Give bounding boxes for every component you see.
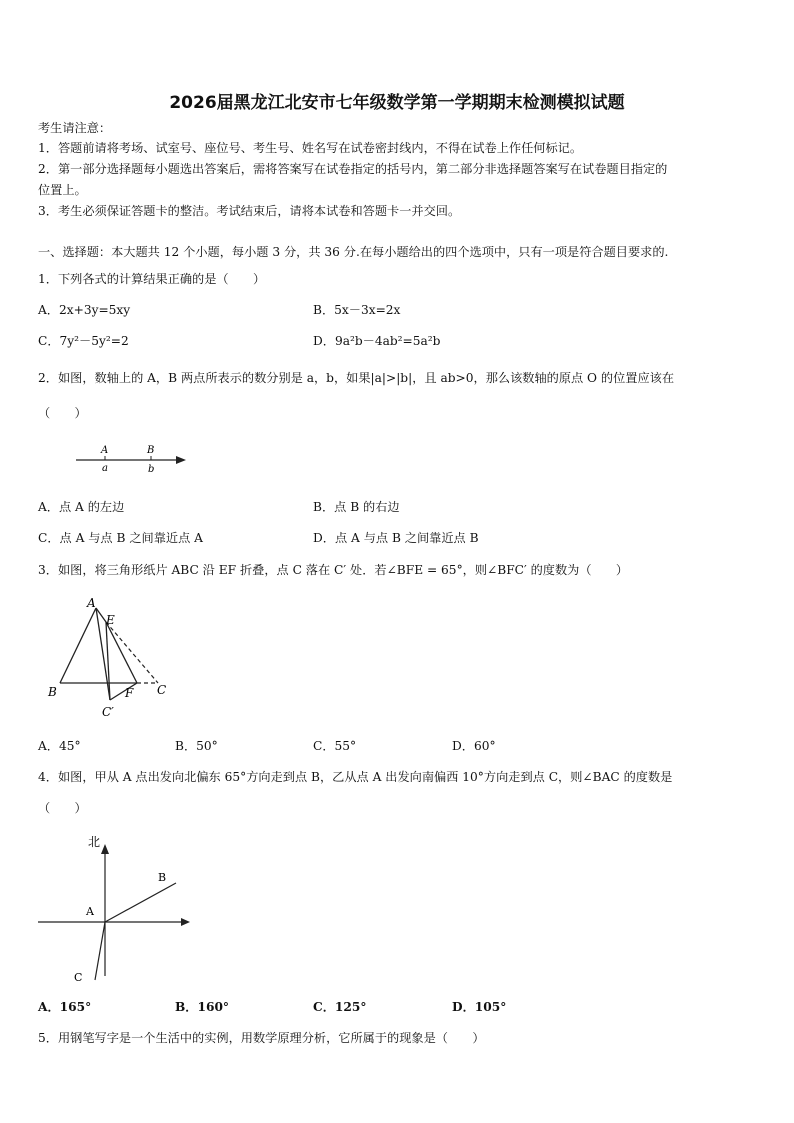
number-line-figure bbox=[70, 438, 190, 478]
point-e-label: E bbox=[106, 613, 115, 627]
value-b-label: b bbox=[148, 464, 155, 475]
q2-stem-cont: （ ） bbox=[38, 406, 87, 420]
vertex-b-label: B bbox=[48, 685, 57, 699]
q3-option-b: B．50° bbox=[175, 739, 218, 753]
q2-stem: 2．如图，数轴上的 A，B 两点所表示的数分别是 a，b，如果|a|>|b|，且 ab>0，那么该数轴的原点 O 的位置应该在 bbox=[38, 371, 675, 385]
q3-option-d: D．60° bbox=[452, 739, 496, 753]
q4-option-a: A．165° bbox=[38, 1000, 92, 1014]
notice-heading: 考生请注意： bbox=[38, 121, 112, 135]
vertex-a-label: A bbox=[87, 596, 96, 610]
notice-item-2-cont: 位置上。 bbox=[38, 183, 87, 197]
q4-option-b: B．160° bbox=[175, 1000, 230, 1014]
q4-option-c: C．125° bbox=[313, 1000, 367, 1014]
q1-option-d: D．9a²b－4ab²=5a²b bbox=[313, 334, 441, 348]
q4-option-d: D．105° bbox=[452, 1000, 507, 1014]
page-title: 2026届黑龙江北安市七年级数学第一学期期末检测模拟试题 bbox=[169, 93, 625, 113]
direction-figure bbox=[34, 826, 194, 986]
q1-stem: 1．下列各式的计算结果正确的是（ ） bbox=[38, 272, 266, 286]
q2-option-c: C．点 A 与点 B 之间靠近点 A bbox=[38, 531, 203, 545]
q5-stem: 5．用钢笔写字是一个生活中的实例，用数学原理分析，它所属于的现象是（ ） bbox=[38, 1031, 485, 1045]
q3-option-a: A．45° bbox=[38, 739, 81, 753]
point-a-label: A bbox=[86, 905, 94, 918]
notice-item-2: 2．第一部分选择题每小题选出答案后，需将答案写在试卷指定的括号内，第二部分非选择题答案写在试卷题目指定的 bbox=[38, 162, 668, 176]
q2-option-d: D．点 A 与点 B 之间靠近点 B bbox=[313, 531, 479, 545]
vertex-c-label: C bbox=[157, 683, 167, 697]
q2-option-a: A．点 A 的左边 bbox=[38, 500, 125, 514]
q4-stem-cont: （ ） bbox=[38, 801, 87, 815]
notice-item-1: 1．答题前请将考场、试室号、座位号、考生号、姓名写在试卷密封线内，不得在试卷上作任何标记。 bbox=[38, 141, 583, 155]
q1-option-c: C．7y²－5y²=2 bbox=[38, 334, 129, 348]
point-c-label: C bbox=[74, 971, 83, 984]
north-label: 北 bbox=[88, 835, 101, 849]
q1-option-a: A．2x+3y=5xy bbox=[38, 303, 131, 317]
point-b-label: B bbox=[147, 445, 155, 456]
triangle-fold-figure bbox=[40, 590, 180, 725]
notice-item-3: 3．考生必须保证答题卡的整洁。考试结束后，请将本试卷和答题卡一并交回。 bbox=[38, 204, 461, 218]
q4-stem: 4．如图，甲从 A 点出发向北偏东 65°方向走到点 B，乙从点 A 出发向南偏西 10°方向走到点 C，则∠BAC 的度数是 bbox=[38, 770, 673, 784]
point-b-label: B bbox=[158, 871, 167, 884]
point-c-prime-label: C′ bbox=[102, 705, 114, 719]
point-f-label: F bbox=[125, 686, 134, 700]
section-heading: 一、选择题：本大题共 12 个小题，每小题 3 分，共 36 分.在每小题给出的四个选项中，只有一项是符合题目要求的. bbox=[38, 245, 669, 259]
q2-option-b: B．点 B 的右边 bbox=[313, 500, 400, 514]
q3-stem: 3．如图，将三角形纸片 ABC 沿 EF 折叠，点 C 落在 C′ 处．若∠BFE = 65°，则∠BFC′ 的度数为（ ） bbox=[38, 563, 629, 577]
q1-option-b: B．5x－3x=2x bbox=[313, 303, 401, 317]
q3-option-c: C．55° bbox=[313, 739, 357, 753]
point-a-label: A bbox=[101, 445, 109, 456]
value-a-label: a bbox=[102, 463, 108, 474]
